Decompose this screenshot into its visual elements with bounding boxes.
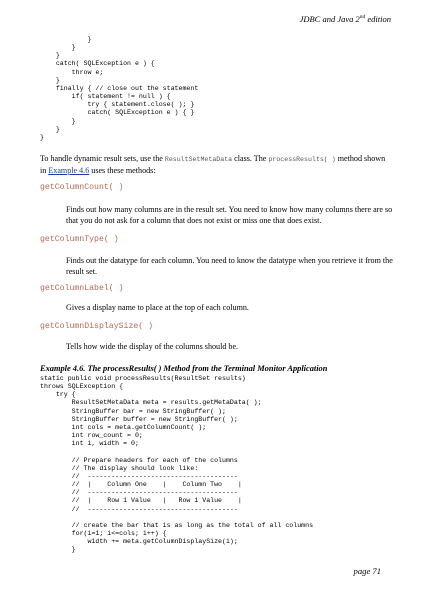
method-term-getcolumndisplaysize: getColumnDisplaySize( ) <box>40 322 154 331</box>
intro-text-3: method shown in <box>40 154 386 175</box>
example-link[interactable]: Example 4.6 <box>48 165 90 175</box>
intro-text-4: uses these methods: <box>89 165 156 175</box>
method-desc-getcolumnlabel: Gives a display name to place at the top of each column. <box>66 303 249 312</box>
method-desc-getcolumntype: Finds out the datatype for each column. You need to know the datatype when you retrieve it from the result set. <box>66 256 393 276</box>
intro-text-1: To handle dynamic result sets, use the <box>40 154 165 163</box>
intro-paragraph <box>40 154 390 176</box>
header-superscript: nd <box>359 14 366 21</box>
intro-code-resultsetmetadata: ResultSetMetaData <box>164 156 233 163</box>
method-term-getcolumncount: getColumnCount( ) <box>40 183 124 192</box>
page-number: page 71 <box>353 566 381 576</box>
method-term-getcolumntype: getColumnType( ) <box>40 235 119 244</box>
code-block-top: } } } catch( SQLException e ) { throw e; } finally { // close out the statement if( statement != null ) { try { statement.close( ); } catch( SQLException e ) { } } } } <box>40 36 199 141</box>
running-header <box>300 14 391 24</box>
example-title: Example 4.6. The processResults( ) Method from the Terminal Monitor Application <box>40 364 328 373</box>
method-desc-getcolumncount: Finds out how many columns are in the result set. You need to know how many columns there are so that you do not ask for a column that does not exist or miss one that does exist. <box>66 205 393 225</box>
code-block-example: static public void processResults(ResultSet results) throws SQLException { try { ResultSetMetaData meta = results.getMetaData( ); StringBuffer bar = new StringBuffer( ); StringBuffer buffer = new StringBuffer( ); int cols = meta.getColumnCount( ); int row_count = 0; int i, width = 0; // Prepare headers for each of the columns // The display should look like: // -------------------------------------- // | Column One | Column Two | // -------------------------------------- // | Row 1 Value | Row 1 Value | // -------------------------------------- // create the bar that is as long as the total of all columns for(i=1; i<=cols; i++) { width += meta.getColumnDisplaySize(i); } <box>40 375 314 554</box>
method-term-getcolumnlabel: getColumnLabel( ) <box>40 284 124 293</box>
intro-code-processresults: processResults( ) <box>268 156 336 163</box>
header-title: JDBC and Java 2 <box>299 14 360 24</box>
method-desc-getcolumndisplaysize: Tells how wide the display of the columns should be. <box>66 342 239 351</box>
intro-text-2: class. The <box>232 154 269 163</box>
header-edition: edition <box>365 14 391 24</box>
